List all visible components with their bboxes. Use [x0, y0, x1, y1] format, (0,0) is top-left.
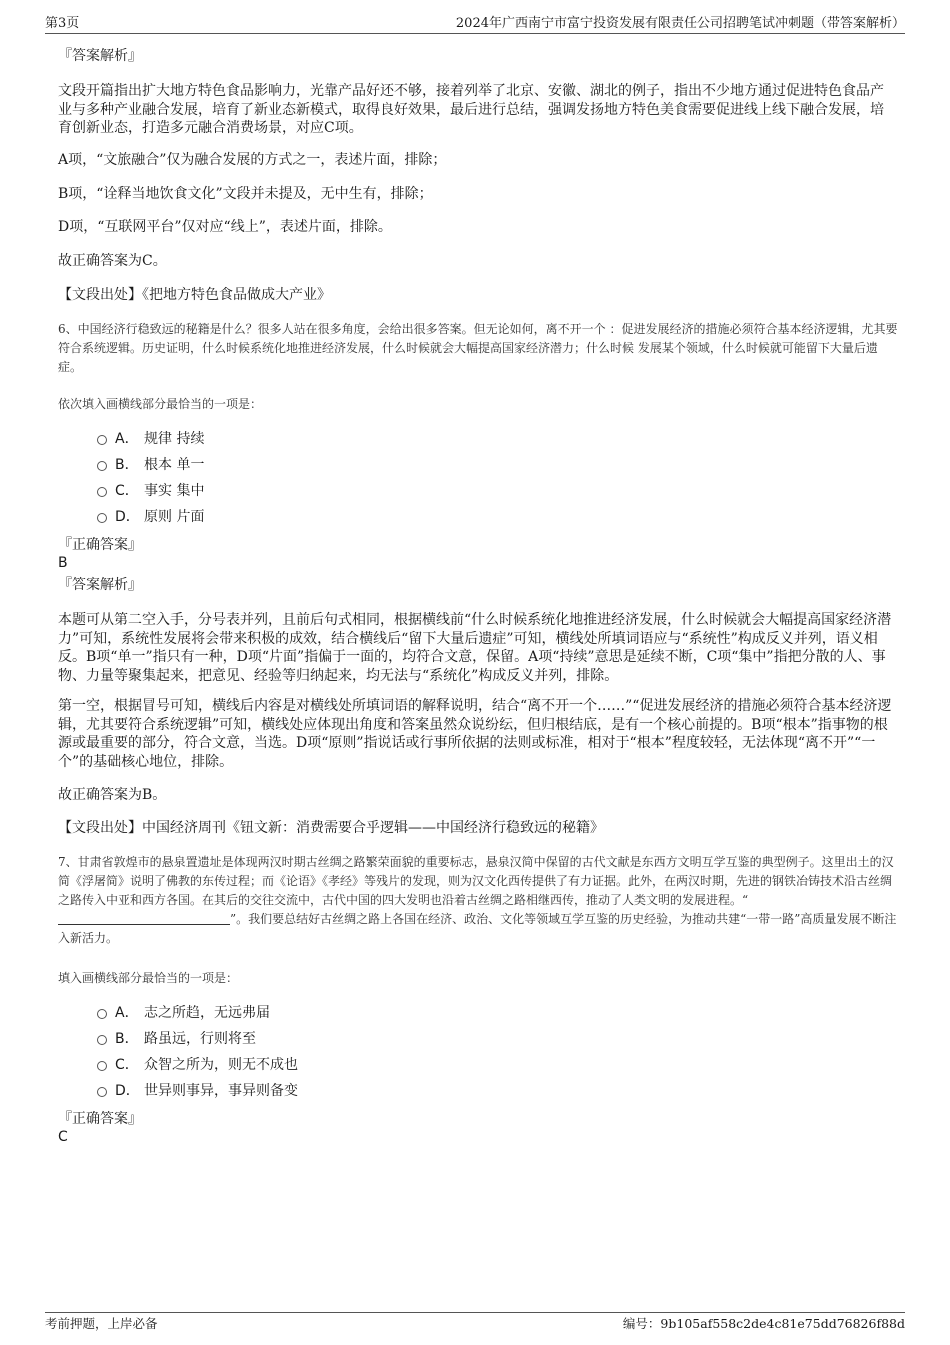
radio-icon[interactable] — [97, 461, 107, 471]
option-letter: D． — [115, 509, 140, 525]
question-7-stem — [58, 853, 898, 948]
analysis-title: 『答案解析』 — [58, 577, 142, 593]
option-c[interactable] — [97, 1054, 497, 1076]
correct-answer: B — [58, 555, 68, 571]
radio-icon[interactable] — [97, 435, 107, 445]
analysis-option-a: A项，“文旅融合”仅为融合发展的方式之一，表述片面，排除； — [58, 152, 447, 168]
option-a[interactable] — [97, 1002, 497, 1024]
analysis-paragraph: 文段开篇指出扩大地方特色食品影响力，光靠产品好还不够，接着列举了北京、安徽、湖北的例子，指出不少地方通过促进特色食品产业与多种产业融合发展，培育了新业态新模式，取得良好效果，最后进行总结，强调发扬地方特色美食需要促进线上线下融合发展，培育创新业态，打造多元融合消费场景，对应C项。 — [58, 83, 884, 136]
radio-icon[interactable] — [97, 1087, 107, 1097]
correct-answer-title: 『正确答案』 — [58, 1111, 142, 1127]
fill-blank — [58, 911, 230, 925]
option-text: 根本 单一 — [144, 457, 205, 473]
option-letter: B． — [115, 1031, 139, 1047]
radio-icon[interactable] — [97, 513, 107, 523]
stem-text: ”。我们要总结好古丝绸之路上各国在经济、政治、文化等领域互学互鉴的历史经验，为推动共建“一带一路”高质量发展不断注入新活力。 — [58, 912, 897, 945]
correct-answer: C — [58, 1129, 68, 1145]
radio-icon[interactable] — [97, 1061, 107, 1071]
document-title: 2024年广西南宁市富宁投资发展有限责任公司招聘笔试冲刺题（带答案解析） — [455, 16, 905, 31]
page-header — [45, 14, 905, 34]
option-letter: A． — [115, 1005, 139, 1021]
question-6-prompt: 依次填入画横线部分最恰当的一项是： — [58, 397, 263, 411]
option-b[interactable] — [97, 1028, 497, 1050]
page-number: 第3页 — [45, 16, 80, 31]
option-c[interactable] — [97, 480, 497, 502]
passage-source: 【文段出处】中国经济周刊《钮文新：消费需要合乎逻辑——中国经济行稳致远的秘籍》 — [58, 820, 604, 836]
answer-conclusion: 故正确答案为B。 — [58, 787, 167, 803]
passage-source: 【文段出处】《把地方特色食品做成大产业》 — [58, 287, 331, 303]
radio-icon[interactable] — [97, 1009, 107, 1019]
question-6-stem: 6、中国经济行稳致远的秘籍是什么？很多人站在很多角度，会给出很多答案。但无论如何，离不开一个 ：促进发展经济的措施必须符合基本经济逻辑，尤其要符合系统逻辑。历史证明，什么时候系统化地推进经济发展，什么时候就会大幅提高国家经济潜力；什么时候 发展某个领域，什么时候就可能留下大量后遗症。 — [58, 322, 898, 374]
option-text: 路虽远，行则将至 — [144, 1031, 256, 1047]
question-7-prompt: 填入画横线部分最恰当的一项是： — [58, 971, 239, 985]
option-text: 规律 持续 — [144, 431, 205, 447]
page-footer — [45, 1312, 905, 1333]
option-text: 众智之所为，则无不成也 — [144, 1057, 298, 1073]
option-d[interactable] — [97, 506, 497, 528]
analysis-option-d: D项，“互联网平台”仅对应“线上”，表述片面，排除。 — [58, 219, 392, 235]
option-text: 志之所趋，无远弗届 — [144, 1005, 270, 1021]
option-letter: C． — [115, 483, 139, 499]
option-b[interactable] — [97, 454, 497, 476]
radio-icon[interactable] — [97, 487, 107, 497]
document-id: 编号：9b105af558c2de4c81e75dd76826f88d — [622, 1316, 905, 1331]
analysis-option-b: B项，“诠释当地饮食文化”文段并未提及，无中生有，排除； — [58, 186, 433, 202]
option-letter: C． — [115, 1057, 139, 1073]
stem-text: 7、甘肃省敦煌市的悬泉置遗址是体现两汉时期古丝绸之路繁荣面貌的重要标志，悬泉汉简中保留的古代文献是东西方文明互学互鉴的典型例子。这里出土的汉简《浮屠简》说明了佛教的东传过程；而《论语》《孝经》等残片的发现，则为汉文化西传提供了有力证据。此外，在两汉时期，先进的钢铁冶铸技术沿古丝绸之路传入中亚和西方各国。在其后的交往交流中，古代中国的四大发明也沿着古丝绸之路相继西传，推动了人类文明的发展进程。“ — [58, 855, 894, 907]
option-d[interactable] — [97, 1080, 497, 1102]
footer-slogan: 考前押题，上岸必备 — [45, 1316, 158, 1331]
option-text: 世异则事异，事异则备变 — [144, 1083, 298, 1099]
correct-answer-title: 『正确答案』 — [58, 537, 142, 553]
radio-icon[interactable] — [97, 1035, 107, 1045]
option-text: 原则 片面 — [144, 509, 205, 525]
answer-conclusion: 故正确答案为C。 — [58, 253, 167, 269]
analysis-title: 『答案解析』 — [58, 48, 142, 64]
option-a[interactable] — [97, 428, 497, 450]
analysis-paragraph: 本题可从第二空入手，分号表并列，且前后句式相同，根据横线前“什么时候系统化地推进经济发展，什么时候就会大幅提高国家经济潜力”可知，系统性发展将会带来积极的成效，结合横线后“留下大量后遗症”可知，横线处所填词语应与“系统性”构成反义并列，语义相反。B项“单一”指只有一种，D项“片面”指偏于一面的，均符合文意，保留。A项“持续”意思是延续不断，C项“集中”指把分散的人、事物、力量等聚集起来，把意见、经验等归纳起来，均无法与“系统化”构成反义并列，排除。 — [58, 612, 892, 684]
analysis-paragraph: 第一空，根据冒号可知，横线后内容是对横线处所填词语的解释说明，结合“离不开一个……”“促进发展经济的措施必须符合基本经济逻辑，尤其要符合系统逻辑”可知，横线处应体现出角度和答案虽然众说纷纭，但归根结底，是有一个核心前提的。B项“根本”指事物的根源或最重要的部分，符合文意，当选。D项“原则”指说话或行事所依据的法则或标准，相对于“根本”程度较轻，无法体现“离不开”“一个”的基础核心地位，排除。 — [58, 698, 892, 770]
option-text: 事实 集中 — [144, 483, 205, 499]
option-letter: A． — [115, 431, 139, 447]
option-letter: D． — [115, 1083, 140, 1099]
option-letter: B． — [115, 457, 139, 473]
